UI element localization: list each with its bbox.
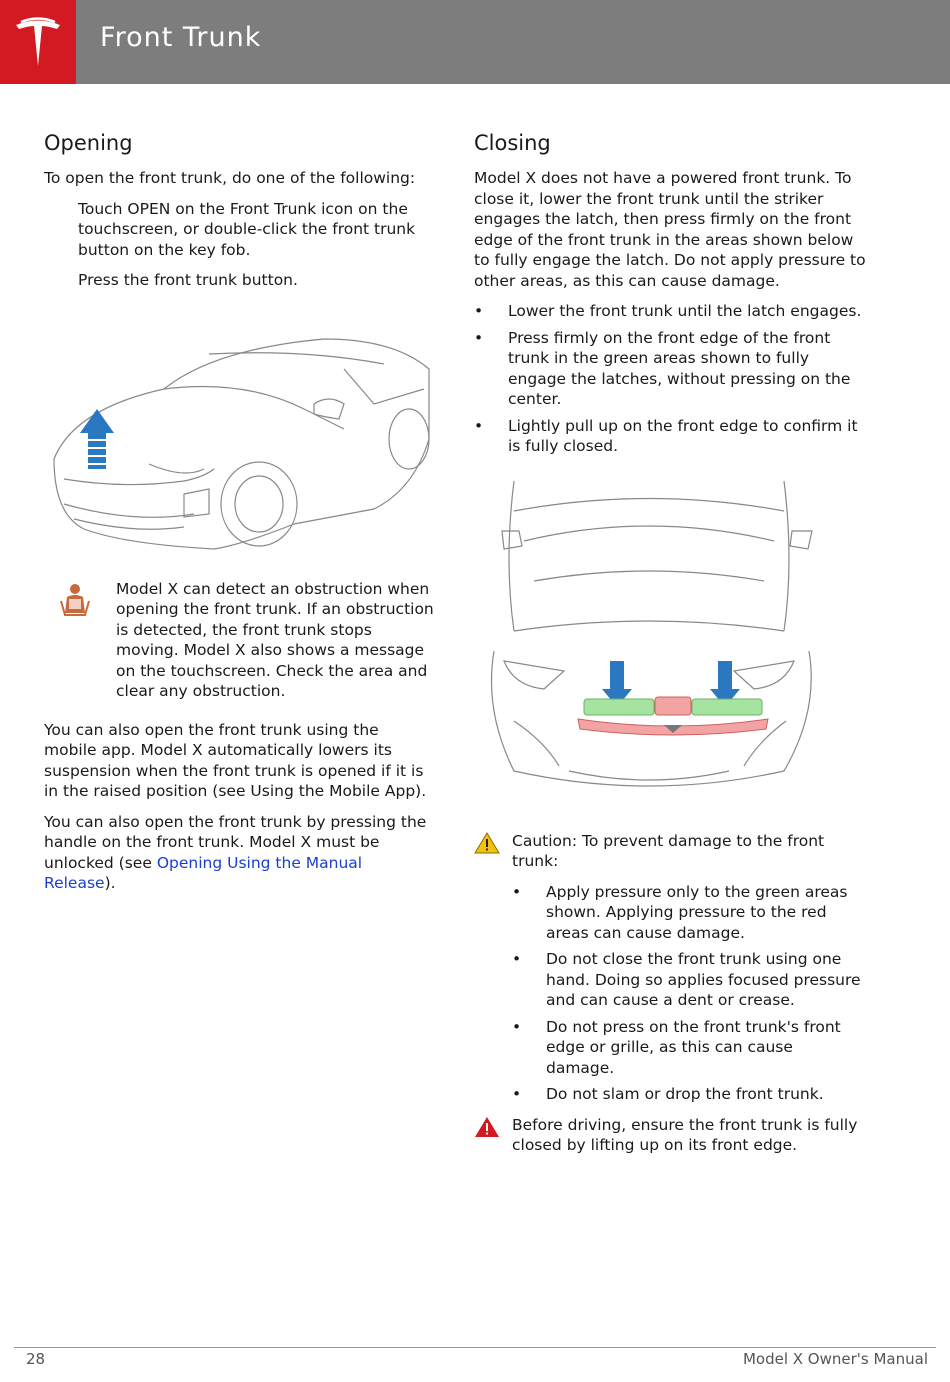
caution-triangle-icon [474, 831, 500, 861]
caution-item: • Do not press on the front trunk's front edge or grille, as this can cause damage. [512, 1017, 841, 1077]
manual-release-suffix: ). [104, 874, 116, 892]
manual-release-paragraph [44, 812, 434, 894]
car-three-quarter-drawing [44, 309, 434, 569]
closing-step: • Lower the front trunk until the latch engages. [474, 302, 862, 320]
caution-item: • Apply pressure only to the green areas shown. Applying pressure to the red areas can cause damage. [512, 882, 848, 942]
caution-list [512, 882, 866, 1105]
press-zone-left [584, 699, 654, 715]
closing-intro: Model X does not have a powered front trunk. To close it, lower the front trunk until the striker engages the latch, then press firmly on the front edge of the front trunk in the areas shown below to fully engage the latch. Do not apply pressure to other areas, as this can cause damage. [474, 169, 866, 290]
car-front-illustration [474, 471, 866, 821]
obstruction-note-text: Model X can detect an obstruction when opening the front trunk. If an obstruction is detected, the front trunk stops moving. Model X also shows a message on the touchscreen. Check the area and clear any obstruction. [116, 579, 434, 700]
manual-release-text: You can also open the front trunk by pressing the handle on the front trunk. Model X must be unlocked (see [44, 812, 427, 872]
car-open-illustration [44, 309, 434, 579]
brand-logo [0, 0, 76, 84]
page-number: 28 [26, 1350, 46, 1368]
mobile-app-paragraph: You can also open the front trunk using the mobile app. Model X automatically lowers its suspension when the front trunk is opened if it is in the raised position (see Using the Mobile App). [44, 720, 427, 800]
page-title: Front Trunk [100, 22, 262, 53]
press-zone-right [692, 699, 762, 715]
warning-block [474, 1115, 866, 1156]
opening-intro: To open the front trunk, do one of the following: [44, 169, 416, 187]
up-arrow-icon [80, 409, 114, 469]
caution-item: • Do not slam or drop the front trunk. [512, 1085, 824, 1103]
obstruction-note [44, 579, 434, 702]
caution-item: • Do not close the front trunk using one hand. Doing so applies focused pressure and can cause a dent or crease. [512, 950, 861, 1009]
manual-release-link[interactable]: Opening Using the Manual Release [44, 853, 363, 892]
no-press-zone-center [655, 697, 691, 715]
section-heading-closing: Closing [474, 131, 551, 155]
tesla-logo-icon [13, 16, 63, 68]
closing-step: • Press firmly on the front edge of the front trunk in the green areas shown to fully engage the latches, without pressing on the center. [474, 328, 851, 408]
section-heading-opening: Opening [44, 131, 133, 155]
warning-triangle-icon [474, 1115, 500, 1145]
page-header [0, 0, 950, 84]
manual-title: Model X Owner's Manual [742, 1350, 928, 1368]
opening-step-2: Press the front trunk button. [78, 271, 298, 289]
caution-block [474, 831, 866, 1105]
right-column [474, 130, 866, 1166]
occupant-note-icon [58, 581, 92, 627]
closing-step: • Lightly pull up on the front edge to confirm it is fully closed. [474, 416, 858, 455]
car-front-drawing [474, 471, 866, 811]
closing-steps [474, 301, 866, 457]
warning-text: Before driving, ensure the front trunk is fully closed by lifting up on its front edge. [512, 1115, 858, 1154]
footer-divider [14, 1347, 936, 1348]
opening-step-1: Touch OPEN on the Front Trunk icon on the touchscreen, or double-click the front trunk button on the key fob. [78, 199, 416, 259]
left-column [44, 130, 434, 904]
caution-title: Caution: To prevent damage to the front trunk: [512, 831, 825, 870]
